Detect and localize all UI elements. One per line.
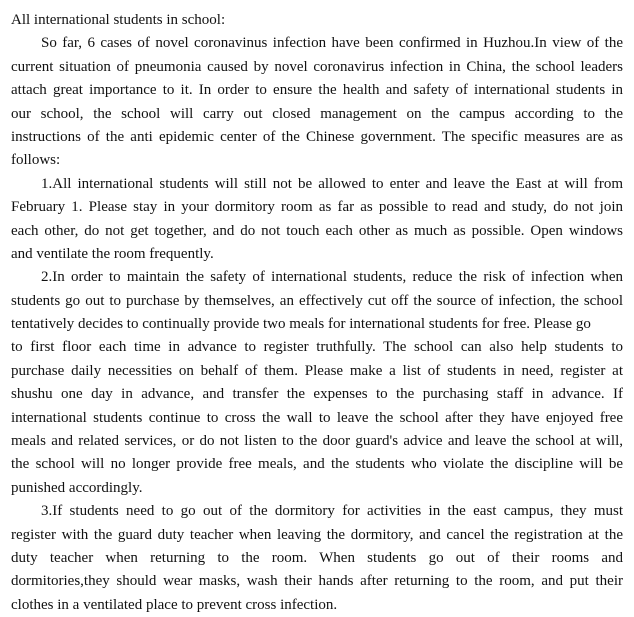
text-line: each other, do not get together, and do not touch each other as much as possible. Open windows xyxy=(11,222,623,239)
text-line: clothes in a ventilated place to prevent cross infection. xyxy=(11,596,338,613)
text-line: tentatively decides to continually provide two meals for international students for free. Please go xyxy=(11,316,591,333)
text-line: 2.In order to maintain the safety of international students, reduce the risk of infection when xyxy=(41,269,623,286)
text-line: students go out to purchase by themselves, an effectively cut off the source of infection, the school xyxy=(11,292,623,309)
text-line: dormitories,they should wear masks, wash their hands after returning to the room, and put their xyxy=(11,573,623,590)
paragraph-measure-3 xyxy=(11,500,623,617)
text-line: 3.If students need to go out of the dormitory for activities in the east campus, they must xyxy=(41,503,623,520)
text-line: register with the guard duty teacher when leaving the dormitory, and cancel the registration at the xyxy=(11,526,623,543)
text-line: 1.All international students will still not be allowed to enter and leave the East at will from xyxy=(41,175,623,192)
text-line: the school will no longer provide free meals, and the students who violate the discipline will be xyxy=(11,456,623,473)
text-line: and ventilate the room frequently. xyxy=(11,245,214,262)
text-line: duty teacher when returning to the room. When students go out of their rooms and xyxy=(11,549,623,566)
text-line: shushu one day in advance, and transfer the expenses to the purchasing staff in advance. If xyxy=(11,386,623,403)
text-line: meals and related services, or do not listen to the door guard's advice and leave the school at will, xyxy=(11,433,623,450)
text-line: February 1. Please stay in your dormitory room as far as possible to read and study, do not join xyxy=(11,199,623,216)
text-line: our school, the school will carry out closed management on the campus according to the xyxy=(11,105,623,122)
text-line: attach great importance to it. In order to ensure the health and safety of international students in xyxy=(11,82,623,99)
text-line: purchase daily necessities on behalf of them. Please make a list of students in need, register at xyxy=(11,362,623,379)
text-line: to first floor each time in advance to register truthfully. The school can also help students to xyxy=(11,339,623,356)
paragraph-intro xyxy=(11,32,623,172)
paragraph-measure-2 xyxy=(11,266,623,500)
text-line: punished accordingly. xyxy=(11,479,143,496)
text-line: current situation of pneumonia caused by novel coronavirus infection in China, the school leaders xyxy=(11,58,623,75)
text-line: So far, 6 cases of novel coronavinus infection have been confirmed in Huzhou.In view of the xyxy=(41,35,623,52)
paragraph-measure-1 xyxy=(11,173,623,267)
salutation: All international students in school: xyxy=(11,12,226,28)
text-line: international students continue to cross the wall to leave the school after they have enjoyed free xyxy=(11,409,623,426)
text-line: follows: xyxy=(11,152,61,169)
text-line: instructions of the anti epidemic center of the Chinese government. The specific measures are as xyxy=(11,128,623,145)
